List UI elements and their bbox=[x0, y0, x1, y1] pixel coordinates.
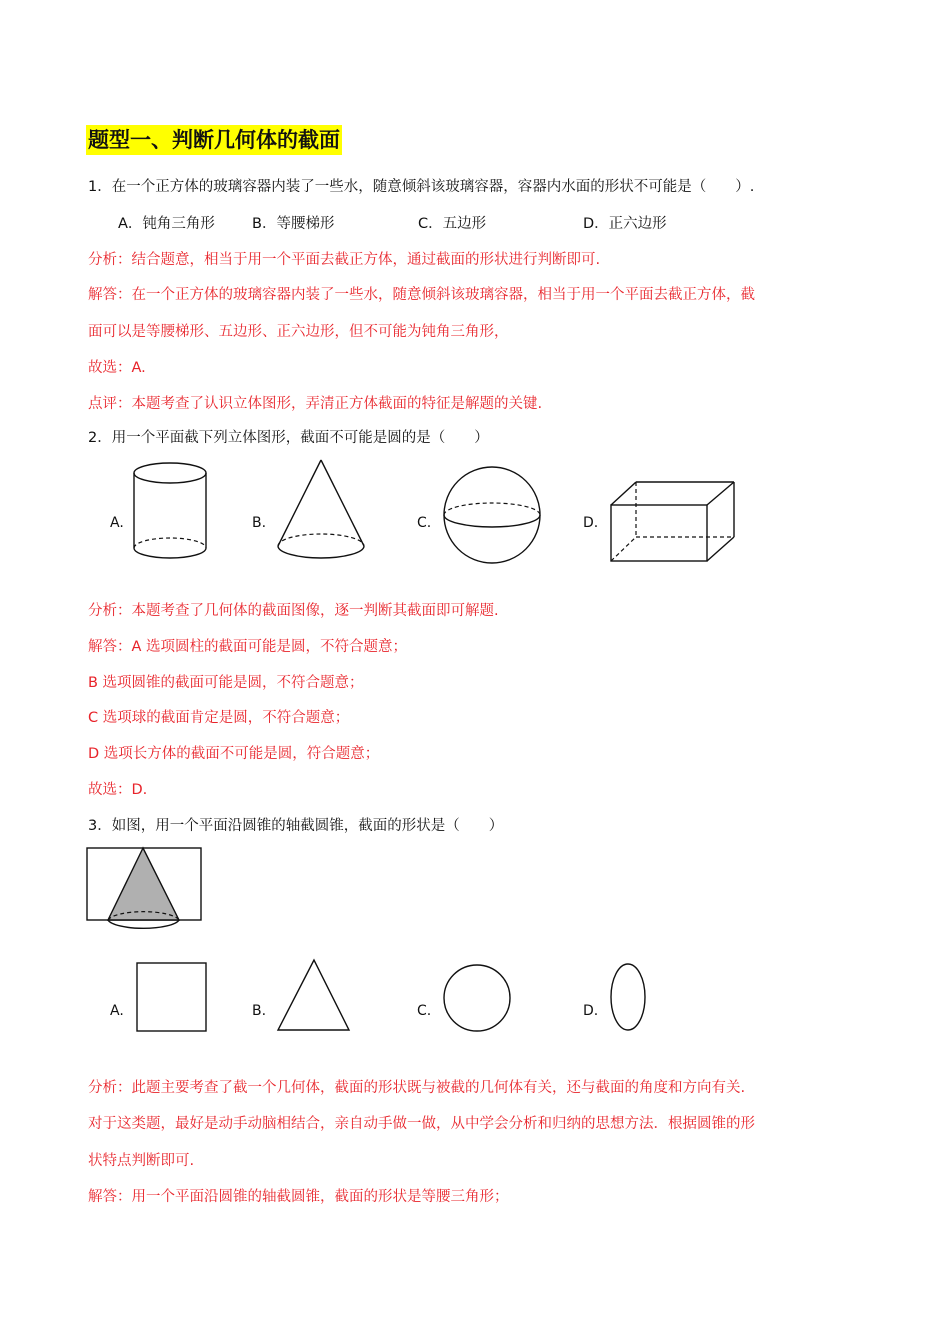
q2-option-c-label: C. bbox=[417, 515, 432, 531]
q3-analysis-line2: 对于这类题，最好是动手动脑相结合，亲自动手做一做，从中学会分析和归纳的思想方法．根据圆锥的形 bbox=[88, 1116, 755, 1132]
cuboid-figure bbox=[609, 480, 739, 564]
q2-analysis: 分析：本题考查了几何体的截面图像，逐一判断其截面即可解题. bbox=[88, 603, 499, 619]
q2-stem: 2．用一个平面截下列立体图形，截面不可能是圆的是（ ） bbox=[88, 430, 489, 446]
q1-option-b: B．等腰梯形 bbox=[252, 216, 335, 232]
q3-answer: 解答：用一个平面沿圆锥的轴截圆锥，截面的形状是等腰三角形； bbox=[88, 1189, 509, 1205]
q1-analysis: 分析：结合题意，相当于用一个平面去截正方体，通过截面的形状进行判断即可. bbox=[88, 252, 601, 268]
q1-answer-line1: 解答：在一个正方体的玻璃容器内装了一些水，随意倾斜该玻璃容器，相当于用一个平面去截正方体，截 bbox=[88, 287, 755, 303]
q3-analysis-line1: 分析：此题主要考查了截一个几何体，截面的形状既与被截的几何体有关，还与截面的角度和方向有关. bbox=[88, 1080, 746, 1096]
sphere-figure bbox=[441, 465, 543, 565]
q3-option-d-label: D. bbox=[583, 1003, 599, 1019]
q1-option-c: C．五边形 bbox=[418, 216, 487, 232]
q2-answer-line1: 解答：A 选项圆柱的截面可能是圆，不符合题意； bbox=[88, 639, 408, 655]
triangle-figure bbox=[276, 958, 352, 1034]
q1-answer-line2: 面可以是等腰梯形、五边形、正六边形，但不可能为钝角三角形， bbox=[88, 324, 509, 340]
q2-answer-line4: D 选项长方体的截面不可能是圆，符合题意； bbox=[88, 746, 380, 762]
cone-figure bbox=[275, 458, 367, 562]
q1-option-d: D．正六边形 bbox=[583, 216, 667, 232]
section-title: 题型一、判断几何体的截面 bbox=[86, 125, 342, 155]
q3-analysis-line3: 状特点判断即可. bbox=[88, 1153, 195, 1169]
q1-option-a: A．钝角三角形 bbox=[118, 216, 215, 232]
ellipse-figure bbox=[609, 962, 649, 1034]
q2-option-d-label: D. bbox=[583, 515, 599, 531]
q3-option-a-label: A. bbox=[110, 1003, 124, 1019]
q3-option-b-label: B. bbox=[252, 1003, 267, 1019]
q1-comment: 点评：本题考查了认识立体图形，弄清正方体截面的特征是解题的关键. bbox=[88, 396, 543, 412]
circle-figure bbox=[442, 964, 512, 1034]
q2-option-a-label: A. bbox=[110, 515, 124, 531]
q3-stem: 3．如图，用一个平面沿圆锥的轴截圆锥，截面的形状是（ ） bbox=[88, 818, 504, 834]
q1-choice: 故选：A. bbox=[88, 360, 146, 376]
q2-option-b-label: B. bbox=[252, 515, 267, 531]
cone-axial-section-figure bbox=[86, 846, 206, 936]
cylinder-figure bbox=[132, 460, 212, 562]
q1-stem: 1．在一个正方体的玻璃容器内装了一些水，随意倾斜该玻璃容器，容器内水面的形状不可能是（ ）. bbox=[88, 179, 755, 195]
q2-answer-line3: C 选项球的截面肯定是圆，不符合题意； bbox=[88, 710, 350, 726]
square-figure bbox=[136, 962, 208, 1034]
q3-option-c-label: C. bbox=[417, 1003, 432, 1019]
q2-answer-line2: B 选项圆锥的截面可能是圆，不符合题意； bbox=[88, 675, 364, 691]
q2-choice: 故选：D. bbox=[88, 782, 148, 798]
